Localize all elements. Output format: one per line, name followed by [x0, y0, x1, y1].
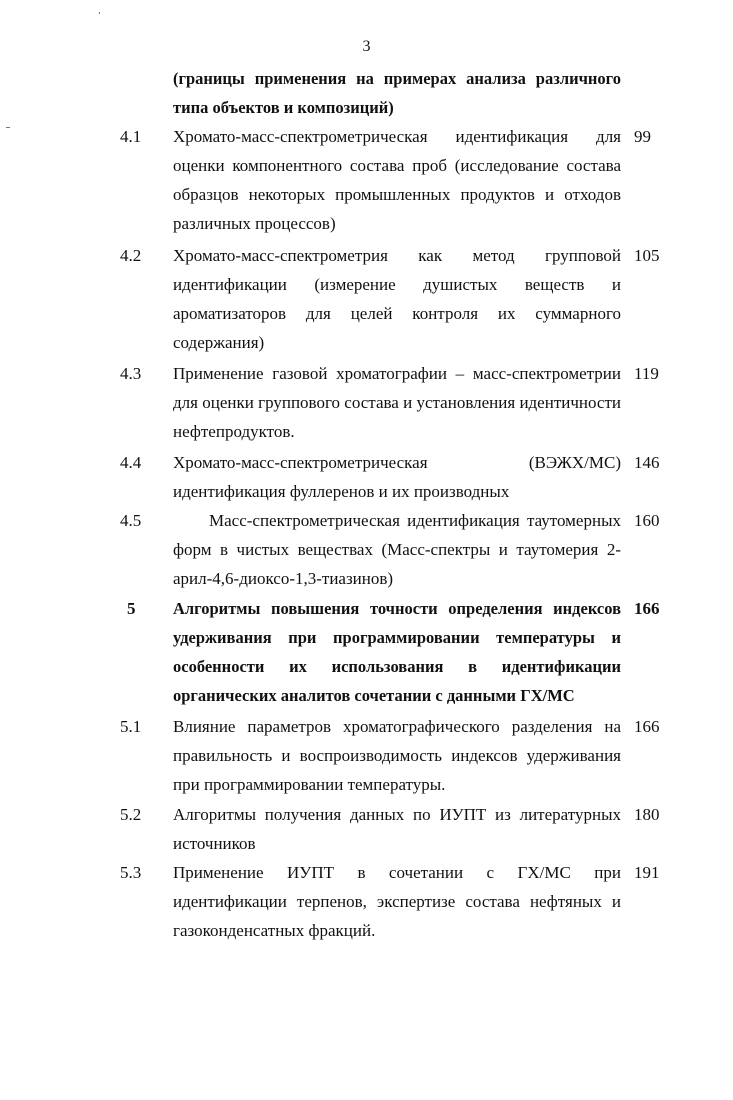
toc-entry-title: Хромато-масс-спектрометрическая (ВЭЖХ/МС) идентификация фуллеренов и их производных — [173, 453, 621, 501]
scan-mark-top — [99, 12, 100, 14]
toc-entry-number: 5.2 — [120, 805, 142, 824]
toc-entry-title: Хромато-масс-спектрометрическая идентификация для оценки компонентного состава проб (исследование состава образцов некоторых промышленных продуктов и отходов различных процессов) — [173, 127, 621, 233]
toc-entry-page: 99 — [634, 127, 651, 146]
toc-entry-number: 4.1 — [120, 127, 142, 146]
scan-mark-left — [6, 127, 10, 128]
toc-entry-title: Применение газовой хроматографии – масс-спектрометрии для оценки группового состава и установления идентичности нефтепродуктов. — [173, 364, 621, 441]
toc-entry-title: Алгоритмы повышения точности определения индексов удерживания при программировании температуры и особенности их использования в идентификации органических аналитов сочетании с данными ГХ/МС — [173, 599, 621, 705]
toc-entry-number: 5 — [127, 599, 136, 618]
toc-entry-title: Масс-спектрометрическая идентификация таутомерных форм в чистых веществах (Масс-спектры и таутомерия 2-арил-4,6-диоксо-1,3-тиазинов) — [173, 511, 621, 588]
toc-entry-page: 191 — [634, 863, 660, 882]
toc-entry-number: 4.3 — [120, 364, 142, 383]
toc-entry-page: 166 — [634, 599, 660, 618]
toc-entry-title: (границы применения на примерах анализа различного типа объектов и композиций) — [173, 69, 621, 117]
toc-entry-number: 4.4 — [120, 453, 142, 472]
toc-entry-page: 166 — [634, 717, 660, 736]
toc-entry-title: Хромато-масс-спектрометрия как метод групповой идентификации (измерение душистых веществ и ароматизаторов для целей контроля их суммарного содержания) — [173, 246, 621, 352]
toc-entry-page: 146 — [634, 453, 660, 472]
toc-entry-number: 4.5 — [120, 511, 142, 530]
toc-entry-title: Применение ИУПТ в сочетании с ГХ/МС при идентификации терпенов, экспертизе состава нефтяных и газоконденсатных фракций. — [173, 863, 621, 940]
toc-entry-page: 160 — [634, 511, 660, 530]
toc-entry-page: 180 — [634, 805, 660, 824]
toc-entry-number: 4.2 — [120, 246, 142, 265]
toc-entry-page: 119 — [634, 364, 659, 383]
toc-entry-title: Влияние параметров хроматографического разделения на правильность и воспроизводимость индексов удерживания при программировании температуры. — [173, 717, 621, 794]
toc-entry-title: Алгоритмы получения данных по ИУПТ из литературных источников — [173, 805, 621, 853]
toc-entry-number: 5.1 — [120, 717, 142, 736]
toc-entry-number: 5.3 — [120, 863, 142, 882]
toc-entry-page: 105 — [634, 246, 660, 265]
page-number: 3 — [362, 38, 371, 55]
